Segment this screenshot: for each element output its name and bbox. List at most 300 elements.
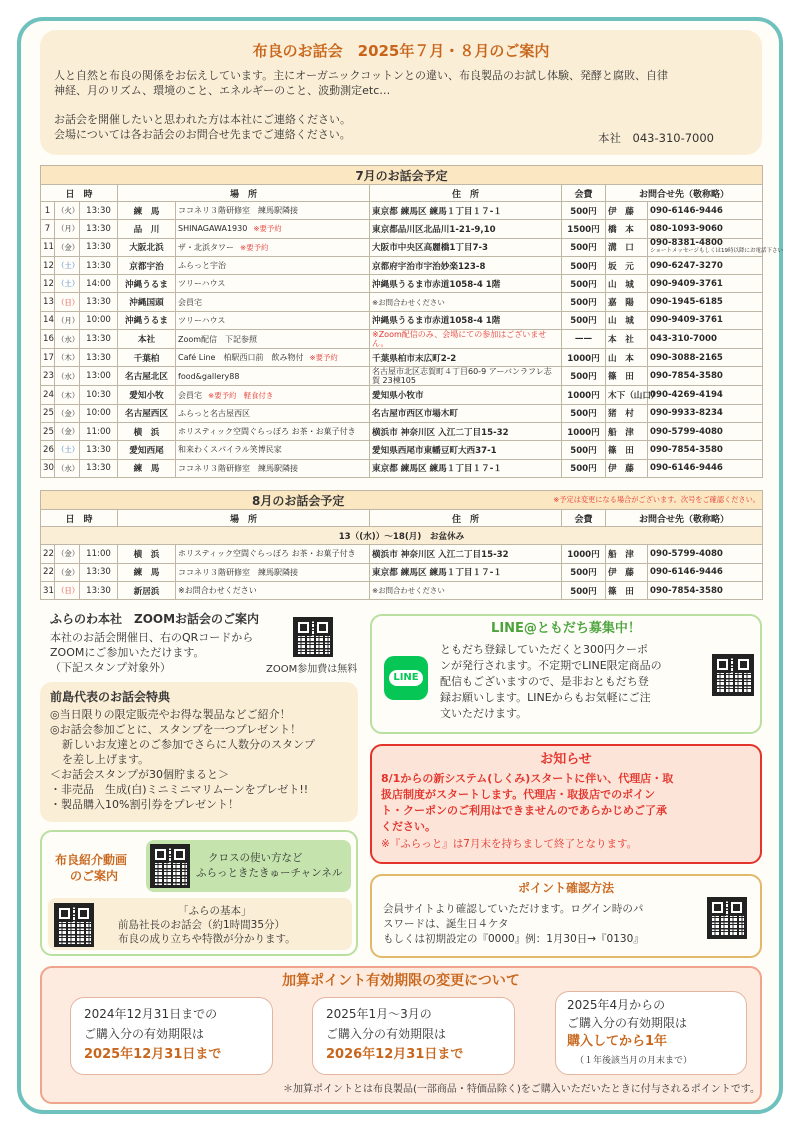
address-cell: 愛知県西尾市東幡豆町大西37-1	[370, 441, 562, 459]
expiry-3-c: 購入してから1年	[567, 1034, 668, 1049]
line-logo-text: LINE	[389, 670, 422, 686]
day-cell: 25	[41, 422, 55, 440]
venue-cell	[176, 386, 370, 404]
area-cell: 横 浜	[118, 545, 176, 563]
weekday-cell: （水）	[55, 330, 80, 349]
time-cell: 13:30	[80, 581, 118, 599]
day-cell: 24	[41, 386, 55, 404]
area-cell: 練 馬	[118, 459, 176, 477]
venue-cell	[176, 349, 370, 367]
venue-text: SHINAGAWA1930	[178, 224, 248, 234]
fee-cell: 500円	[562, 202, 606, 220]
point-qr-code[interactable]	[707, 897, 747, 939]
zoom-title: ふらのわ本社 ZOOMお話会のご案内	[50, 612, 260, 626]
table-row	[41, 238, 763, 256]
venue-cell	[176, 238, 370, 256]
venue-text: 会員宅	[178, 390, 202, 400]
contact-tel-cell	[648, 275, 763, 293]
contact-name-cell: 山 城	[606, 311, 648, 329]
day-cell: 16	[41, 330, 55, 349]
venue-text: 和来わくスパイラル笑博民家	[178, 445, 282, 455]
address-cell: 愛知県小牧市	[370, 386, 562, 404]
weekday-cell: （金）	[55, 563, 80, 581]
area-cell: 愛知小牧	[118, 386, 176, 404]
col-contact: お問合せ先（敬称略）	[606, 185, 763, 202]
address-cell: 横浜市 神奈川区 入江二丁目15-32	[370, 422, 562, 440]
contact-name-cell: 木下（山口）	[606, 386, 648, 404]
fee-cell: 500円	[562, 367, 606, 386]
address-cell: 名古屋市西区市場木町	[370, 404, 562, 422]
time-cell: 10:00	[80, 311, 118, 329]
july-title: 7月のお話会予定	[41, 166, 763, 185]
fee-cell: 1500円	[562, 220, 606, 238]
contact-name-cell: 篠 田	[606, 441, 648, 459]
table-row	[41, 202, 763, 220]
address-cell: 横浜市 神奈川区 入江二丁目15-32	[370, 545, 562, 563]
address-cell: 東京都品川区北品川1-21-9,10	[370, 220, 562, 238]
line-line-2: ンが発行されます。不定期でLINE限定商品の	[440, 659, 662, 672]
expiry-1-b: ご購入分の有効期限は	[84, 1027, 205, 1041]
venue-text: ふらっと宇治	[178, 261, 226, 271]
col-fee: 会費	[562, 510, 606, 527]
table-row	[41, 275, 763, 293]
notice-title: お知らせ	[540, 752, 592, 767]
venue-text: ザ・北浜タワー	[178, 242, 234, 252]
kihon-qr-code[interactable]	[54, 903, 94, 947]
day-cell: 12	[41, 275, 55, 293]
time-cell: 13:30	[80, 459, 118, 477]
time-cell: 13:30	[80, 238, 118, 256]
address-cell: 東京都 練馬区 練馬１丁目１７-１	[370, 459, 562, 477]
tokuten-line-1: ◎当日限りの限定販売やお得な製品などご紹介！	[50, 708, 291, 721]
time-cell: 13:30	[80, 220, 118, 238]
fee-cell: 1000円	[562, 545, 606, 563]
area-cell: 名古屋北区	[118, 367, 176, 386]
area-cell: 横 浜	[118, 422, 176, 440]
notice-line-1: 8/1からの新システム(しくみ)スタートに伴い、代理店・取	[381, 772, 674, 785]
contact-tel[interactable]: 090-8381-4800	[650, 238, 723, 249]
fee-cell: 500円	[562, 581, 606, 599]
line-logo-icon[interactable]	[384, 656, 428, 700]
notice-line-3: ト・クーポンのご利用はできませんのであらかじめご了承	[381, 804, 667, 817]
venue-text: ホリスティック空間ぐらっぽろ お茶・お菓子付き	[178, 427, 356, 437]
zoom-line-3: （下記スタンプ対象外）	[50, 661, 171, 674]
table-row	[41, 330, 763, 349]
venue-cell	[176, 422, 370, 440]
area-cell: 愛知西尾	[118, 441, 176, 459]
contact-name-cell: 篠 田	[606, 581, 648, 599]
venue-cell	[176, 404, 370, 422]
day-cell: 23	[41, 367, 55, 386]
contact-tel-cell	[648, 256, 763, 274]
table-row	[41, 220, 763, 238]
time-cell: 13:30	[80, 330, 118, 349]
table-row	[41, 293, 763, 311]
day-cell: 30	[41, 459, 55, 477]
venue-cell	[176, 545, 370, 563]
day-cell: 22	[41, 563, 55, 581]
expiry-2-a: 2025年1月〜3月の	[326, 1007, 432, 1021]
contact-name-cell: 嘉 陽	[606, 293, 648, 311]
weekday-cell: （水）	[55, 367, 80, 386]
contact-tel-cell	[648, 293, 763, 311]
venue-cell	[176, 256, 370, 274]
contact-tel-cell	[648, 330, 763, 349]
area-cell: 練 馬	[118, 563, 176, 581]
line-title: LINE@ともだち募集中！	[491, 621, 641, 636]
fee-cell: 500円	[562, 404, 606, 422]
time-cell: 13:30	[80, 202, 118, 220]
weekday-cell: （金）	[55, 422, 80, 440]
contact-tel[interactable]: 090-7854-3580	[650, 371, 723, 382]
channel-qr-code[interactable]	[150, 844, 190, 888]
address-cell: ※お問合わせください	[370, 293, 562, 311]
table-row	[41, 441, 763, 459]
tokuten-line-6: ・非売品 生成(白)ミニミニマリムーンをプレゼト!!	[50, 783, 309, 796]
contact-tel[interactable]: 043-310-7000	[650, 334, 717, 345]
area-cell: 沖縄国頭	[118, 293, 176, 311]
expiry-3-a: 2025年4月からの	[567, 998, 666, 1012]
kihon-line-3: 布良の成り立ちや特徴が分かります。	[118, 933, 296, 945]
time-cell: 13:30	[80, 441, 118, 459]
line-line-4: 録お願いします。LINEからもお気軽にご注	[440, 691, 651, 704]
time-cell: 13:30	[80, 349, 118, 367]
contact-name-cell: 橋 本	[606, 220, 648, 238]
day-cell: 1	[41, 202, 55, 220]
notice-line-2: 扱店制度がスタートします。代理店・取扱店でのポイン	[381, 788, 656, 801]
tokuten-line-4: を差し上げます。	[62, 753, 150, 766]
contact-tel[interactable]: 090-3088-2165	[650, 352, 723, 363]
time-cell: 13:30	[80, 256, 118, 274]
day-cell: 7	[41, 220, 55, 238]
time-cell: 11:00	[80, 422, 118, 440]
point-line-2: スワードは、誕生日４ケタ	[383, 918, 509, 930]
address-cell: 千葉県柏市末広町2-2	[370, 349, 562, 367]
line-line-3: 配信もございますので、是非おともだち登	[440, 675, 649, 688]
contact-name-cell: 伊 藤	[606, 563, 648, 581]
contact-tel-cell	[648, 459, 763, 477]
video-title-1: 布良紹介動画	[55, 853, 128, 867]
contact-name-cell: 本 社	[606, 330, 648, 349]
venue-cell	[176, 367, 370, 386]
table-row	[41, 422, 763, 440]
time-cell: 13:30	[80, 563, 118, 581]
fee-cell: 500円	[562, 459, 606, 477]
contact-tel-cell	[648, 563, 763, 581]
venue-cell	[176, 459, 370, 477]
venue-text: 会員宅	[178, 297, 202, 307]
contact-tel-cell	[648, 422, 763, 440]
col-place: 場 所	[118, 185, 370, 202]
area-cell: 練 馬	[118, 202, 176, 220]
contact-tel-cell	[648, 404, 763, 422]
fee-cell: 1000円	[562, 422, 606, 440]
fee-cell: 500円	[562, 311, 606, 329]
contact-name-cell: 伊 藤	[606, 202, 648, 220]
day-cell: 26	[41, 441, 55, 459]
contact-name-cell: 船 津	[606, 545, 648, 563]
area-cell: 新居浜	[118, 581, 176, 599]
fee-cell: 1000円	[562, 386, 606, 404]
contact-name-cell: 山 本	[606, 349, 648, 367]
contact-tel-cell	[648, 349, 763, 367]
expiry-title: 加算ポイント有効期限の変更について	[282, 973, 520, 989]
contact-tel[interactable]: 090-9409-3761	[650, 278, 723, 289]
area-cell: 沖縄うるま	[118, 311, 176, 329]
channel-line-1: クロスの使い方など	[208, 852, 303, 864]
expiry-1-c: 2025年12月31日まで	[84, 1047, 222, 1062]
kihon-line-2: 前島社長のお話会（約1時間35分）	[118, 919, 286, 931]
venue-text: ホリスティック空間ぐらっぽろ お茶・お菓子付き	[178, 549, 356, 559]
contact-name-cell: 猪 村	[606, 404, 648, 422]
address-cell: 沖縄県うるま市赤道1058-4 1階	[370, 311, 562, 329]
weekday-cell: （金）	[55, 238, 80, 256]
col-address: 住 所	[370, 185, 562, 202]
fee-cell: 500円	[562, 238, 606, 256]
venue-cell	[176, 581, 370, 599]
address-cell: ※Zoom配信のみ、会場にての参加はございません。	[370, 330, 562, 349]
weekday-cell: （土）	[55, 441, 80, 459]
fee-cell: 500円	[562, 293, 606, 311]
address-cell: 大阪市中央区高麗橋1丁目7-3	[370, 238, 562, 256]
venue-cell	[176, 202, 370, 220]
contact-tel-cell	[648, 238, 784, 256]
area-cell: 千葉柏	[118, 349, 176, 367]
obon-holiday: 13（(水)）〜18(月) お盆休み	[41, 527, 763, 545]
time-cell: 10:00	[80, 404, 118, 422]
contact-tel-cell	[648, 311, 763, 329]
table-row	[41, 545, 763, 563]
contact-name-cell: 船 津	[606, 422, 648, 440]
expiry-2-c: 2026年12月31日まで	[326, 1047, 464, 1062]
reservation-note: ※要予約	[240, 242, 269, 252]
contact-tel-cell	[648, 545, 763, 563]
weekday-cell: （木）	[55, 349, 80, 367]
venue-cell	[176, 441, 370, 459]
contact-name-cell: 篠 田	[606, 367, 648, 386]
area-cell: 京都宇治	[118, 256, 176, 274]
area-cell: 大阪北浜	[118, 238, 176, 256]
august-title: 8月のお話会予定	[251, 493, 345, 508]
col-contact: お問合せ先（敬称略）	[606, 510, 763, 527]
address-cell: 京都府宇治市宇治妙楽123-8	[370, 256, 562, 274]
table-row	[41, 404, 763, 422]
table-row	[41, 311, 763, 329]
kihon-line-1: 「ふらの基本」	[178, 905, 252, 917]
zoom-line-2: ZOOMにご参加いただけます。	[50, 646, 205, 659]
weekday-cell: （火）	[55, 202, 80, 220]
weekday-cell: （月）	[55, 311, 80, 329]
tokuten-title: 前島代表のお話会特典	[50, 690, 171, 704]
venue-text: Café Line 柏駅西口前 飲み物付	[178, 353, 304, 363]
zoom-line-1: 本社のお話会開催日、右のQRコードから	[50, 631, 254, 644]
weekday-cell: （水）	[55, 459, 80, 477]
contact-tel-cell	[648, 441, 763, 459]
time-cell: 13:00	[80, 367, 118, 386]
table-row	[41, 256, 763, 274]
venue-text: Zoom配信 下記参照	[178, 334, 258, 344]
fee-cell: 500円	[562, 563, 606, 581]
col-fee: 会費	[562, 185, 606, 202]
contact-tel[interactable]: 090-6146-9446	[650, 205, 723, 216]
table-row	[41, 386, 763, 404]
day-cell: 14	[41, 311, 55, 329]
august-title-cell	[41, 491, 763, 510]
reservation-note: ※要予約	[253, 224, 282, 234]
fee-cell: 500円	[562, 256, 606, 274]
contact-tel[interactable]: 090-7854-3580	[650, 444, 723, 455]
header-panel	[40, 30, 762, 155]
day-cell: 22	[41, 545, 55, 563]
time-cell: 13:30	[80, 293, 118, 311]
channel-line-2: ふらっときたきゅーチャンネル	[196, 867, 343, 879]
contact-tel[interactable]: 090-6146-9446	[650, 463, 723, 474]
day-cell: 25	[41, 404, 55, 422]
table-row	[41, 581, 763, 599]
col-address: 住 所	[370, 510, 562, 527]
expiry-footnote: ＊加算ポイントとは布良製品(一部商品・特価品除く)をご購入いただいたときに付与されるポイントです。	[282, 1084, 760, 1095]
venue-text: food&gallery88	[178, 371, 240, 381]
fee-cell: 500円	[562, 275, 606, 293]
contact-name-cell: 伊 藤	[606, 459, 648, 477]
contact-tel-cell	[648, 220, 763, 238]
hq-phone: 本社 043-310-7000	[598, 131, 714, 145]
line-line-1: ともだち登録していただくと300円クーポ	[440, 643, 648, 656]
line-line-5: 文いただけます。	[440, 707, 528, 720]
venue-cell	[176, 311, 370, 329]
address-cell: ※お問合わせください	[370, 581, 562, 599]
contact-tel[interactable]: 090-6247-3270	[650, 260, 723, 271]
venue-cell	[176, 293, 370, 311]
contact-tel[interactable]: 090-4269-4194	[650, 390, 723, 401]
intro-line-1: 人と自然と布良の関係をお伝えしています。主にオーガニックコットンとの違い、布良製品のお試し体験、発酵と腐敗、自律	[54, 69, 669, 82]
expiry-2-b: ご購入分の有効期限は	[326, 1027, 447, 1041]
contact-tel[interactable]: 090-7854-3580	[650, 585, 723, 596]
address-cell: 東京都 練馬区 練馬１丁目１７-１	[370, 202, 562, 220]
contact-tel-cell	[648, 367, 763, 386]
venue-text: ※お問合わせください	[178, 586, 257, 596]
contact-tel[interactable]: 090-5799-4080	[650, 548, 723, 559]
contact-tel[interactable]: 090-9409-3761	[650, 315, 723, 326]
time-cell: 11:00	[80, 545, 118, 563]
table-row	[41, 459, 763, 477]
contact-tel-cell	[648, 202, 763, 220]
expiry-3-d: （１年後該当月の月末まで）	[575, 1056, 693, 1066]
address-cell: 沖縄県うるま市赤道1058-4 1階	[370, 275, 562, 293]
july-schedule-table	[40, 165, 784, 478]
point-line-1: 会員サイトより確認していただけます。ログイン時のパ	[383, 903, 644, 915]
venue-text: ココネリ３階研修室 練馬駅隣接	[178, 206, 298, 216]
address-cell: 名古屋市北区志賀町４丁目60-9 アーバンラフレ志賀 23棟105	[370, 367, 562, 386]
video-title-2: のご案内	[70, 869, 119, 883]
weekday-cell: （金）	[55, 545, 80, 563]
zoom-fee: ZOOM参加費は無料	[266, 664, 358, 675]
venue-cell	[176, 330, 370, 349]
col-date: 日 時	[41, 510, 118, 527]
col-date: 日 時	[41, 185, 118, 202]
tokuten-line-3: 新しいお友達とのご参加でさらに人数分のスタンプ	[62, 738, 315, 751]
weekday-cell: （土）	[55, 275, 80, 293]
august-notice: ※予定は変更になる場合がございます。次号をご確認ください。	[553, 494, 760, 504]
fee-cell: 500円	[562, 441, 606, 459]
contact-tel[interactable]: 090-1945-6185	[650, 297, 723, 308]
point-check-title: ポイント確認方法	[517, 881, 614, 895]
fee-cell: ——	[562, 330, 606, 349]
venue-text: ココネリ３階研修室 練馬駅隣接	[178, 463, 298, 473]
area-cell: 本社	[118, 330, 176, 349]
contact-tel[interactable]: 080-1093-9060	[650, 223, 723, 234]
reservation-note: ※要予約	[309, 353, 338, 363]
contact-tel-cell	[648, 581, 763, 599]
contact-tel[interactable]: 090-5799-4080	[650, 426, 723, 437]
venue-text: ふらっと名古屋西区	[178, 408, 250, 418]
day-cell: 13	[41, 293, 55, 311]
contact-tel-note: ショートメッセージもしくは19時以降にお電話下さい	[650, 248, 784, 255]
notice-line-4: ください。	[381, 820, 436, 833]
contact-name-cell: 溝 口	[606, 238, 648, 256]
intro-line-2: 神経、月のリズム、環境のこと、エネルギーのこと、波動測定etc…	[54, 84, 391, 97]
table-row	[41, 367, 763, 386]
venue-text: ココネリ３階研修室 練馬駅隣接	[178, 567, 298, 577]
venue-cell	[176, 563, 370, 581]
contact-name-cell: 坂 元	[606, 256, 648, 274]
venue-text: ツリーハウス	[178, 315, 226, 325]
area-cell: 名古屋西区	[118, 404, 176, 422]
weekday-cell: （月）	[55, 220, 80, 238]
point-line-3: もしくは初期設定の『0000』例：1月30日→『0130』	[383, 933, 644, 945]
contact-tel-cell	[648, 386, 763, 404]
tokuten-line-7: ・製品購入10%割引券をプレゼント！	[50, 798, 240, 811]
time-cell: 14:00	[80, 275, 118, 293]
venue-cell	[176, 220, 370, 238]
weekday-cell: （木）	[55, 386, 80, 404]
fee-cell: 1000円	[562, 349, 606, 367]
area-cell: 品 川	[118, 220, 176, 238]
line-qr-code[interactable]	[712, 654, 754, 696]
address-cell: 東京都 練馬区 練馬１丁目１７-１	[370, 563, 562, 581]
page-title: 布良のお話会 2025年７月・８月のご案内	[252, 42, 550, 60]
day-cell: 12	[41, 256, 55, 274]
august-schedule-table	[40, 490, 763, 600]
col-place: 場 所	[118, 510, 370, 527]
day-cell: 11	[41, 238, 55, 256]
notice-line-5: ※『ふらっと』は7月末を持ちまして終了となります。	[381, 838, 638, 850]
contact-tel[interactable]: 090-6146-9446	[650, 567, 723, 578]
venue-text: ツリーハウス	[178, 279, 226, 289]
weekday-cell: （日）	[55, 293, 80, 311]
day-cell: 31	[41, 581, 55, 599]
invite-line-2: 会場については各お話会のお問合せ先までご連絡ください。	[54, 128, 351, 141]
area-cell: 沖縄うるま	[118, 275, 176, 293]
table-row	[41, 563, 763, 581]
tokuten-line-5: ＜お話会スタンプが30個貯まると＞	[50, 768, 229, 781]
expiry-1-a: 2024年12月31日までの	[84, 1007, 218, 1021]
table-row	[41, 349, 763, 367]
time-cell: 10:30	[80, 386, 118, 404]
contact-tel[interactable]: 090-9933-8234	[650, 408, 723, 419]
weekday-cell: （日）	[55, 581, 80, 599]
zoom-qr-code[interactable]	[293, 617, 333, 657]
contact-name-cell: 山 城	[606, 275, 648, 293]
weekday-cell: （金）	[55, 404, 80, 422]
weekday-cell: （土）	[55, 256, 80, 274]
expiry-3-b: ご購入分の有効期限は	[567, 1016, 688, 1030]
invite-line-1: お話会を開催したいと思われた方は本社にご連絡ください。	[54, 113, 351, 126]
tokuten-line-2: ◎お話会参加ごとに、スタンプを一つプレゼント！	[50, 723, 302, 736]
venue-cell	[176, 275, 370, 293]
day-cell: 17	[41, 349, 55, 367]
reservation-note: ※要予約 軽食付き	[208, 390, 274, 400]
